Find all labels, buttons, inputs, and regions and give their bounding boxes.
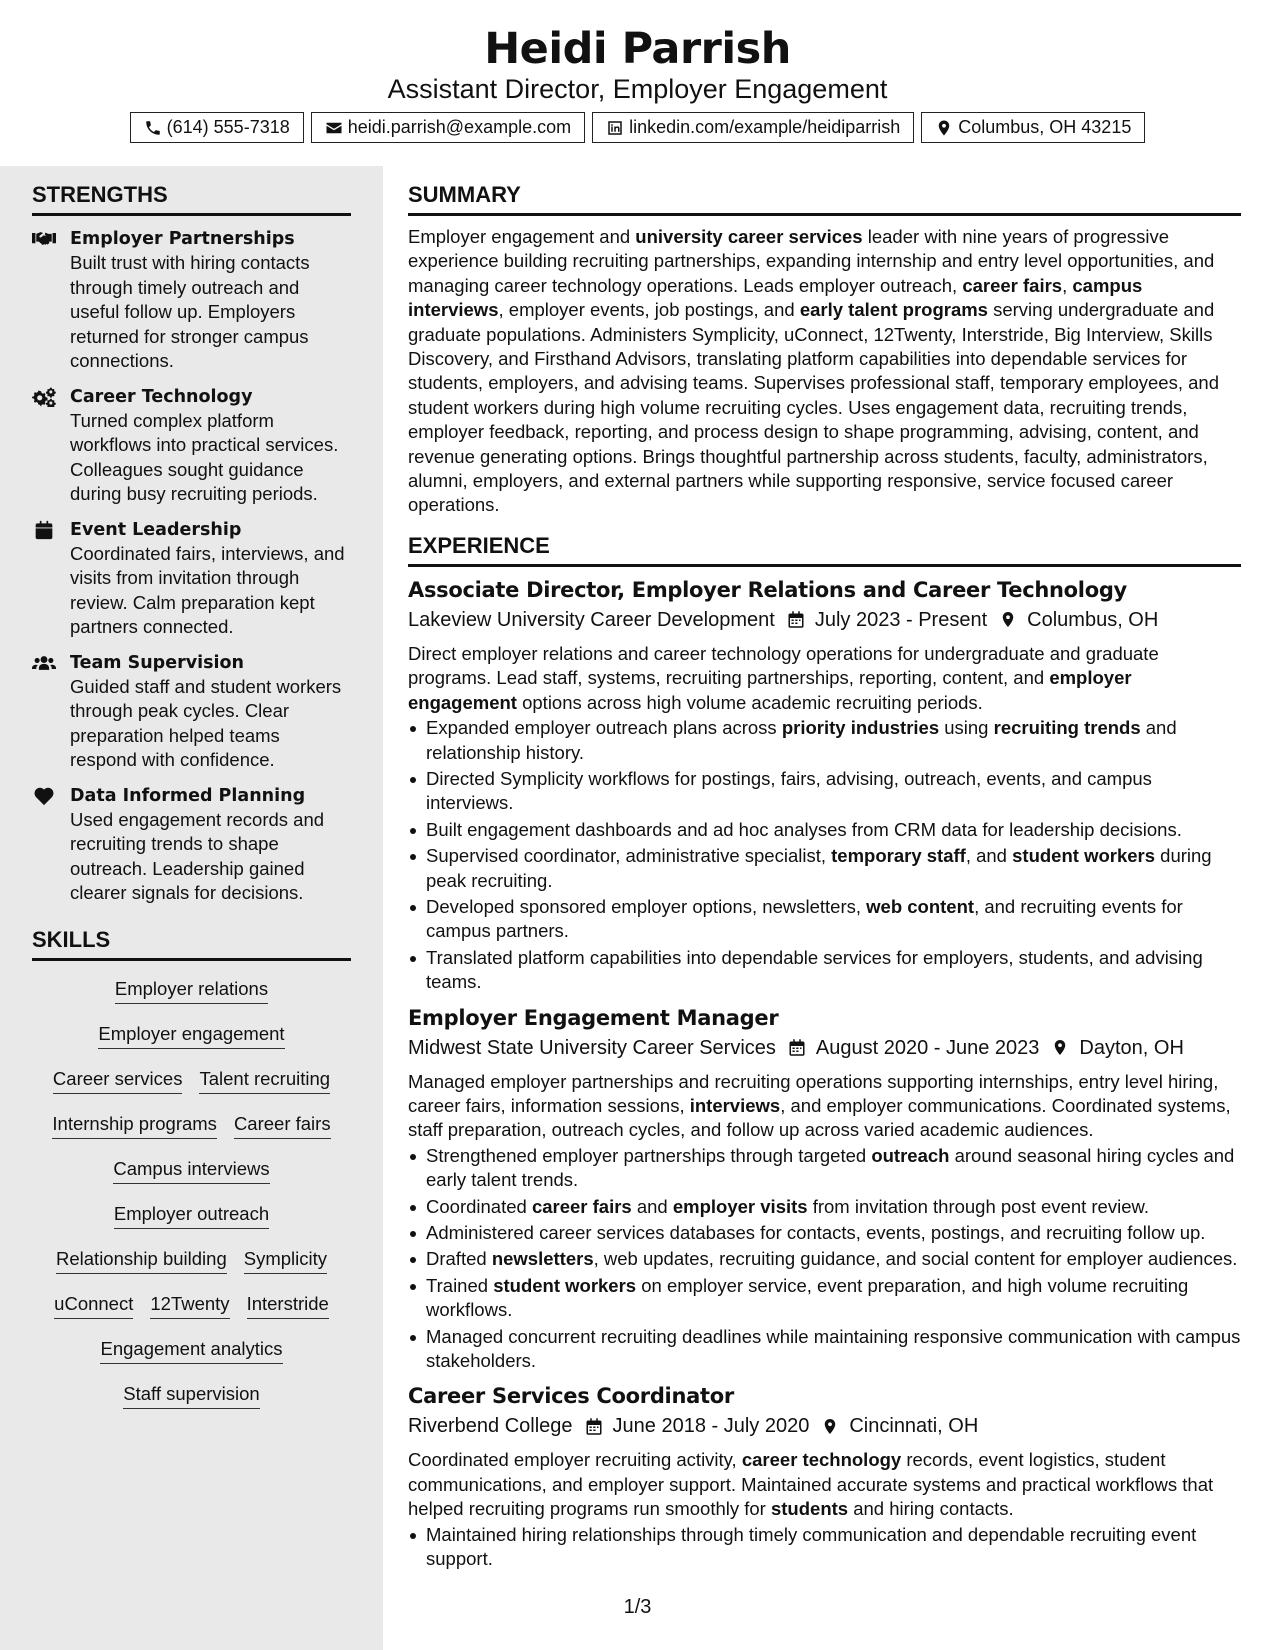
strength-name: Event Leadership — [70, 519, 242, 540]
map-pin-icon — [935, 119, 953, 137]
candidate-name: Heidi Parrish — [484, 24, 791, 74]
skill-row — [32, 1104, 351, 1149]
calendar-icon — [787, 610, 805, 629]
contact-phone[interactable] — [130, 112, 304, 143]
handshake-icon — [32, 229, 56, 249]
job-description: Direct employer relations and career technology operations for undergraduate and graduate programs. Lead staff, systems, recruiting partnerships, reporting, content, and employer engagement options across high volume academic recruiting periods. — [408, 642, 1159, 713]
contact-email[interactable] — [311, 112, 585, 143]
job-bullet: Built engagement dashboards and ad hoc analyses from CRM data for leadership decisions. — [408, 818, 1241, 842]
strength-desc: Turned complex platform workflows into practical services. Colleagues sought guidance during busy recruiting periods. — [70, 409, 339, 504]
job-bullets — [408, 1144, 1241, 1374]
contact-linkedin-text: linkedin.com/example/heidiparrish — [629, 117, 901, 137]
skill-tag: uConnect — [54, 1292, 133, 1319]
skill-tag: Career services — [53, 1067, 183, 1094]
linkedin-icon — [606, 119, 624, 137]
job-description: Managed employer partnerships and recruiting operations supporting internships, entry level hiring, career fairs, information sessions, interviews, and employer communications. Coordinated systems, staff preparation, outreach cycles, and follow up across varied academic audiences. — [408, 1070, 1231, 1141]
skill-tag: Interstride — [247, 1292, 329, 1319]
job-dates: July 2023 - Present — [814, 608, 988, 631]
strength-name: Employer Partnerships — [70, 229, 295, 249]
job-org: Midwest State University Career Services — [408, 1036, 776, 1059]
job-bullet: Managed concurrent recruiting deadlines while maintaining responsive communication with campus stakeholders. — [408, 1325, 1241, 1374]
skill-tag: Symplicity — [244, 1247, 327, 1274]
strength-desc: Used engagement records and recruiting trends to shape outreach. Leadership gained clearer signals for decisions. — [70, 808, 325, 903]
skill-tag: Career fairs — [234, 1112, 331, 1139]
job-bullet: Coordinated career fairs and employer visits from invitation through post event review. — [408, 1195, 1241, 1219]
summary-text: Employer engagement and university career services leader with nine years of progressive experience building recruiting partnerships, expanding internship and entry level opportunities, and managing career technology operations. Leads employer outreach, career fairs, campus interviews, employer events, job postings, and early talent programs serving undergraduate and graduate populations. Administers Symplicity, uConnect, 12Twenty, Interstride, Big Interview, Skills Discovery, and Firsthand Advisors, translating platform capabilities into dependable services for students, employers, and advising teams. Supervises professional staff, temporary employees, and student workers during high volume recruiting cycles. Uses engagement data, recruiting trends, employer feedback, reporting, and process design to shape programming, advising, content, and revenue generating options. Brings thoughtful partnership across students, faculty, administrators, alumni, employers, and external partners while supporting responsive, service focused career operations. — [408, 226, 1219, 516]
job-org: Riverbend College — [408, 1415, 573, 1438]
skill-row — [32, 1194, 351, 1239]
strength-desc: Guided staff and student workers through peak cycles. Clear preparation helped teams respond with confidence. — [70, 675, 342, 770]
strength-item — [32, 518, 351, 640]
job-bullet: Supervised coordinator, administrative specialist, temporary staff, and student workers during peak recruiting. — [408, 844, 1241, 893]
sidebar — [0, 166, 383, 1650]
page-number: 1/3 — [623, 1596, 652, 1618]
contact-location — [921, 112, 1145, 143]
job-org: Lakeview University Career Development — [408, 608, 775, 631]
calendar-icon — [788, 1038, 806, 1057]
skills-heading: SKILLS — [32, 927, 351, 961]
calendar-icon — [32, 520, 56, 540]
experience-list — [408, 576, 1241, 1572]
skill-tag: Campus interviews — [113, 1157, 269, 1184]
strength-item — [32, 651, 351, 773]
job-entry — [408, 1004, 1241, 1374]
job-bullets — [408, 1523, 1241, 1572]
main-content — [383, 166, 1275, 1650]
skill-row — [32, 1014, 351, 1059]
strength-item — [32, 784, 351, 906]
strength-desc: Built trust with hiring contacts through timely outreach and useful follow up. Employers returned for stronger campus connections. — [70, 252, 310, 371]
skill-tag: Internship programs — [52, 1112, 217, 1139]
summary-heading: SUMMARY — [408, 182, 1241, 216]
strength-name: Data Informed Planning — [70, 785, 306, 806]
heart-icon — [32, 786, 56, 806]
job-description: Coordinated employer recruiting activity, career technology records, event logistics, student communications, and employer support. Maintained accurate systems and practical workflows that helped recruiting programs run smoothly for students and hiring contacts. — [408, 1449, 1214, 1520]
phone-icon — [144, 119, 162, 137]
strength-name: Team Supervision — [70, 652, 245, 673]
job-meta — [408, 606, 1241, 634]
job-entry — [408, 576, 1241, 995]
skill-row — [32, 1329, 351, 1374]
job-bullet: Maintained hiring relationships through timely communication and dependable recruiting event support. — [408, 1523, 1241, 1572]
resume-header — [0, 0, 1275, 143]
skill-tag: 12Twenty — [150, 1292, 229, 1319]
map-pin-icon — [821, 1417, 839, 1436]
calendar-icon — [585, 1417, 603, 1436]
strength-name: Career Technology — [70, 386, 253, 407]
job-title: Associate Director, Employer Relations and Career Technology — [408, 577, 1127, 602]
skill-row — [32, 1059, 351, 1104]
job-dates: June 2018 - July 2020 — [612, 1415, 810, 1438]
strength-desc: Coordinated fairs, interviews, and visits from invitation through review. Calm preparation kept partners connected. — [70, 542, 345, 637]
strength-item — [32, 385, 351, 507]
job-bullet: Translated platform capabilities into dependable services for employers, students, and advising teams. — [408, 946, 1241, 995]
skill-tag: Talent recruiting — [199, 1067, 330, 1094]
skill-tag: Relationship building — [56, 1247, 227, 1274]
skill-row — [32, 969, 351, 1014]
map-pin-icon — [999, 610, 1017, 629]
skill-tag: Staff supervision — [123, 1382, 259, 1409]
contact-linkedin[interactable] — [592, 112, 914, 143]
map-pin-icon — [1051, 1038, 1069, 1057]
job-location: Cincinnati, OH — [849, 1415, 979, 1438]
contact-phone-text: (614) 555-7318 — [166, 117, 290, 137]
contact-email-text: heidi.parrish@example.com — [347, 117, 572, 137]
job-bullet: Drafted newsletters, web updates, recruiting guidance, and social content for employer audiences. — [408, 1247, 1241, 1271]
job-title: Career Services Coordinator — [408, 1384, 734, 1409]
skill-tag: Employer relations — [115, 977, 268, 1004]
skill-tag: Employer engagement — [98, 1022, 284, 1049]
envelope-icon — [325, 119, 343, 137]
job-location: Columbus, OH — [1027, 608, 1159, 631]
job-entry — [408, 1382, 1241, 1571]
job-bullet: Trained student workers on employer service, event preparation, and high volume recruiting workflows. — [408, 1274, 1241, 1323]
skill-row — [32, 1284, 351, 1329]
job-bullet: Administered career services databases for contacts, events, postings, and recruiting follow up. — [408, 1221, 1241, 1245]
gears-icon — [32, 387, 56, 407]
job-meta — [408, 1412, 1241, 1440]
strength-item — [32, 227, 351, 374]
contact-bar — [0, 112, 1275, 143]
job-bullet: Directed Symplicity workflows for postings, fairs, advising, outreach, events, and campus interviews. — [408, 767, 1241, 816]
experience-heading: EXPERIENCE — [408, 533, 1241, 567]
job-title: Employer Engagement Manager — [408, 1005, 779, 1030]
job-meta — [408, 1034, 1241, 1062]
job-bullet: Expanded employer outreach plans across priority industries using recruiting trends and relationship history. — [408, 716, 1241, 765]
skill-row — [32, 1239, 351, 1284]
skill-row — [32, 1374, 351, 1419]
strengths-heading: STRENGTHS — [32, 182, 351, 216]
job-dates: August 2020 - June 2023 — [815, 1036, 1040, 1059]
job-bullet: Strengthened employer partnerships through targeted outreach around seasonal hiring cycles and early talent trends. — [408, 1144, 1241, 1193]
contact-location-text: Columbus, OH 43215 — [958, 117, 1132, 137]
job-location: Dayton, OH — [1079, 1036, 1184, 1059]
skill-tag: Engagement analytics — [100, 1337, 282, 1364]
users-icon — [32, 653, 56, 673]
skill-row — [32, 1149, 351, 1194]
skills-list — [32, 969, 351, 1419]
candidate-title: Assistant Director, Employer Engagement — [387, 74, 888, 104]
skill-tag: Employer outreach — [114, 1202, 269, 1229]
job-bullet: Developed sponsored employer options, newsletters, web content, and recruiting events for campus partners. — [408, 895, 1241, 944]
job-bullets — [408, 716, 1241, 994]
